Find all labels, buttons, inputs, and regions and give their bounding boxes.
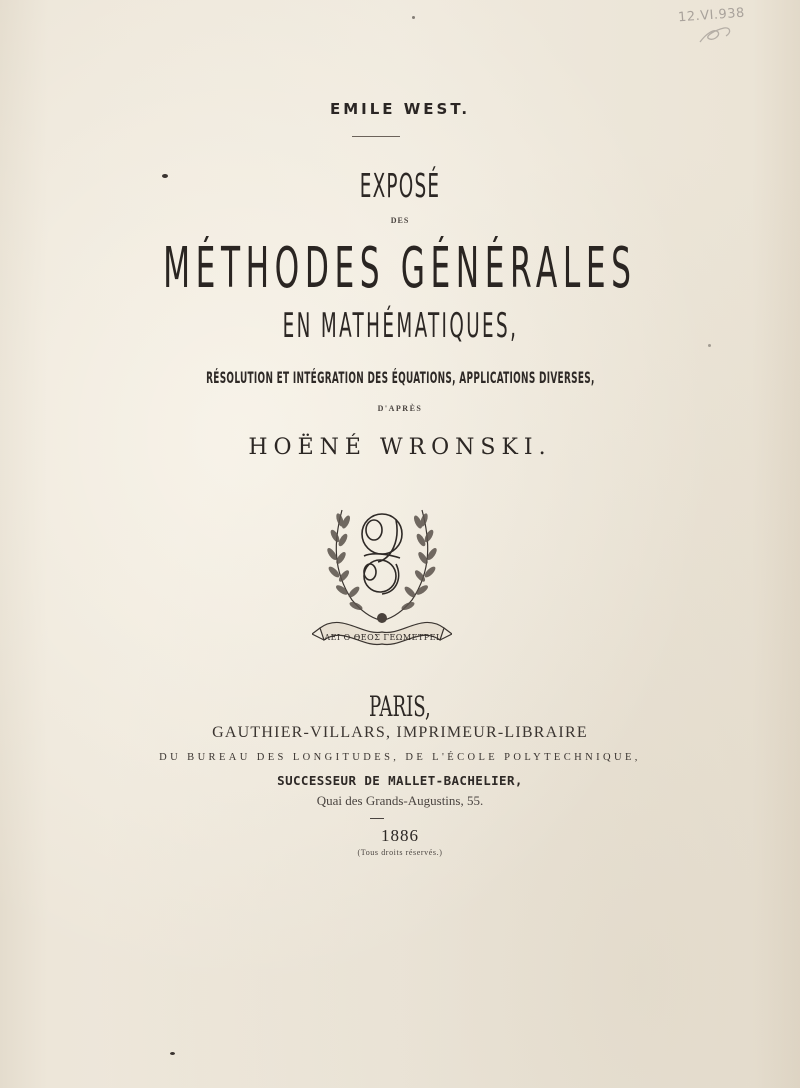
rights-notice: (Tous droits réservés.) bbox=[357, 848, 443, 857]
main-title bbox=[0, 236, 800, 301]
divider-rule-small bbox=[370, 818, 384, 819]
divider-rule bbox=[352, 136, 400, 137]
emblem-motto: ΑΕΙ Ο ΘΕΟΣ ΓΕΩΜΕΤΡΕΙ bbox=[324, 633, 440, 642]
handwritten-initials-icon bbox=[696, 24, 736, 46]
title-connector: DES bbox=[390, 216, 410, 225]
title-lead bbox=[0, 166, 800, 205]
paper-speck bbox=[412, 16, 415, 19]
subtitle-text: RÉSOLUTION ET INTÉGRATION DES ÉQUATIONS, APPLICATIONS DIVERSES, bbox=[205, 368, 595, 387]
paper-speck bbox=[708, 344, 711, 347]
title-continuation-text: EN MATHÉMATIQUES, bbox=[282, 306, 518, 346]
title-continuation bbox=[0, 306, 800, 346]
author-name: EMILE WEST. bbox=[329, 100, 471, 118]
subtitle bbox=[0, 368, 800, 388]
paper-speck bbox=[170, 1052, 175, 1055]
attribution-lead: D'APRÈS bbox=[377, 404, 423, 413]
shelfmark-annotation: 12.VI.938 bbox=[677, 5, 746, 26]
title-lead-text: EXPOSÉ bbox=[359, 166, 441, 205]
monogram-wreath-emblem-icon bbox=[312, 500, 452, 650]
publication-year: 1886 bbox=[381, 826, 419, 845]
imprint-publisher: GAUTHIER-VILLARS, IMPRIMEUR-LIBRAIRE bbox=[212, 724, 588, 741]
imprint-successor: SUCCESSEUR DE MALLET-BACHELIER, bbox=[277, 773, 523, 788]
imprint-address: Quai des Grands-Augustins, 55. bbox=[316, 793, 484, 808]
imprint-city bbox=[0, 690, 800, 723]
imprint-affiliation: DU BUREAU DES LONGITUDES, DE L'ÉCOLE POLYTECHNIQUE, bbox=[159, 752, 641, 763]
paper-speck bbox=[162, 174, 168, 178]
main-title-text: MÉTHODES GÉNÉRALES bbox=[163, 236, 637, 301]
attribution-name: HOËNÉ WRONSKI. bbox=[248, 435, 552, 460]
imprint-city-text: PARIS, bbox=[369, 690, 431, 723]
